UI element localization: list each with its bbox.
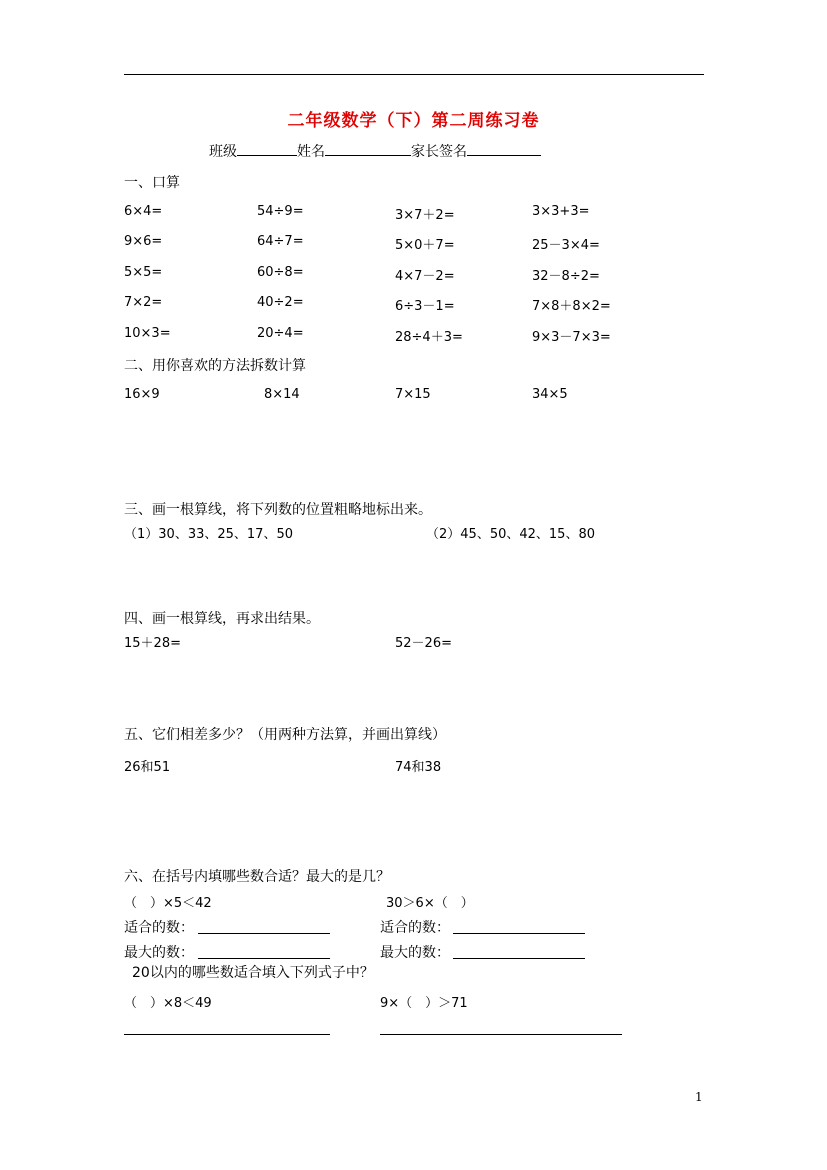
split-calc-item: 16×9 [124,387,160,402]
calc-item: 5×5= [124,265,163,280]
section5-heading: 五、它们相差多少？（用两种方法算，并画出算线） [124,727,446,743]
header-rule [124,74,704,75]
max-label-1: 最大的数： [124,945,194,961]
calc-item: 28÷4＋3= [395,330,463,345]
inequality-4: 9×（ ）＞71 [380,996,468,1011]
max-answer-line-2[interactable] [453,958,585,959]
section6-subheading: 20以内的哪些数适合填入下列式子中？ [132,965,374,981]
answer-line-4[interactable] [380,1034,622,1035]
calc-item: 54÷9= [257,204,304,219]
name-blank[interactable] [325,141,411,156]
student-info [209,141,541,161]
calc-item: 32－8÷2= [532,269,600,284]
calc-item: 3×7＋2= [395,208,455,223]
class-label: 班级 [209,144,237,160]
split-calc-item: 7×15 [395,387,431,402]
calc-item: 3×3+3= [532,204,590,219]
calc-item: 9×3－7×3= [532,330,611,345]
split-calc-item: 8×14 [264,387,300,402]
difference-item-2: 74和38 [395,760,442,775]
numberline-item-1: （1）30、33、25、17、50 [124,527,293,542]
calc-item: 64÷7= [257,234,304,249]
calc-item: 5×0＋7= [395,238,455,253]
section3-heading: 三、画一根算线，将下列数的位置粗略地标出来。 [124,502,432,518]
section2-heading: 二、用你喜欢的方法拆数计算 [124,358,306,374]
section4-heading: 四、画一根算线，再求出结果。 [124,611,320,627]
inequality-1: （ ）×5＜42 [124,896,212,911]
page-title: 二年级数学（下）第二周练习卷 [287,111,540,131]
calc-item: 40÷2= [257,295,304,310]
page-number: 1 [695,1090,703,1104]
calc-item: 4×7－2= [395,269,455,284]
fit-label-1: 适合的数： [124,920,194,936]
parent-signature-label: 家长签名 [411,144,467,160]
fit-answer-line-1[interactable] [198,933,330,934]
calc-item: 9×6= [124,234,163,249]
inequality-2: 30＞6×（ ） [386,896,474,911]
section6-heading: 六、在括号内填哪些数合适？最大的是几？ [124,869,390,885]
answer-line-3[interactable] [124,1034,330,1035]
numberline-calc-1: 15＋28= [124,636,181,651]
parent-signature-blank[interactable] [467,141,541,156]
section1-heading: 一、口算 [124,175,180,191]
numberline-calc-2: 52－26= [395,636,452,651]
calc-item: 6÷3－1= [395,299,455,314]
calc-item: 60÷8= [257,265,304,280]
calc-item: 6×4= [124,204,163,219]
fit-answer-line-2[interactable] [453,933,585,934]
split-calc-item: 34×5 [532,387,568,402]
inequality-3: （ ）×8＜49 [124,996,212,1011]
numberline-item-2: （2）45、50、42、15、80 [426,527,595,542]
max-answer-line-1[interactable] [198,958,330,959]
difference-item-1: 26和51 [124,760,171,775]
calc-item: 7×2= [124,295,163,310]
calc-item: 20÷4= [257,326,304,341]
class-blank[interactable] [237,141,297,156]
max-label-2: 最大的数： [380,945,450,961]
calc-item: 10×3= [124,326,171,341]
calc-item: 25－3×4= [532,238,600,253]
name-label: 姓名 [297,144,325,160]
calc-item: 7×8＋8×2= [532,299,611,314]
fit-label-2: 适合的数： [380,920,450,936]
